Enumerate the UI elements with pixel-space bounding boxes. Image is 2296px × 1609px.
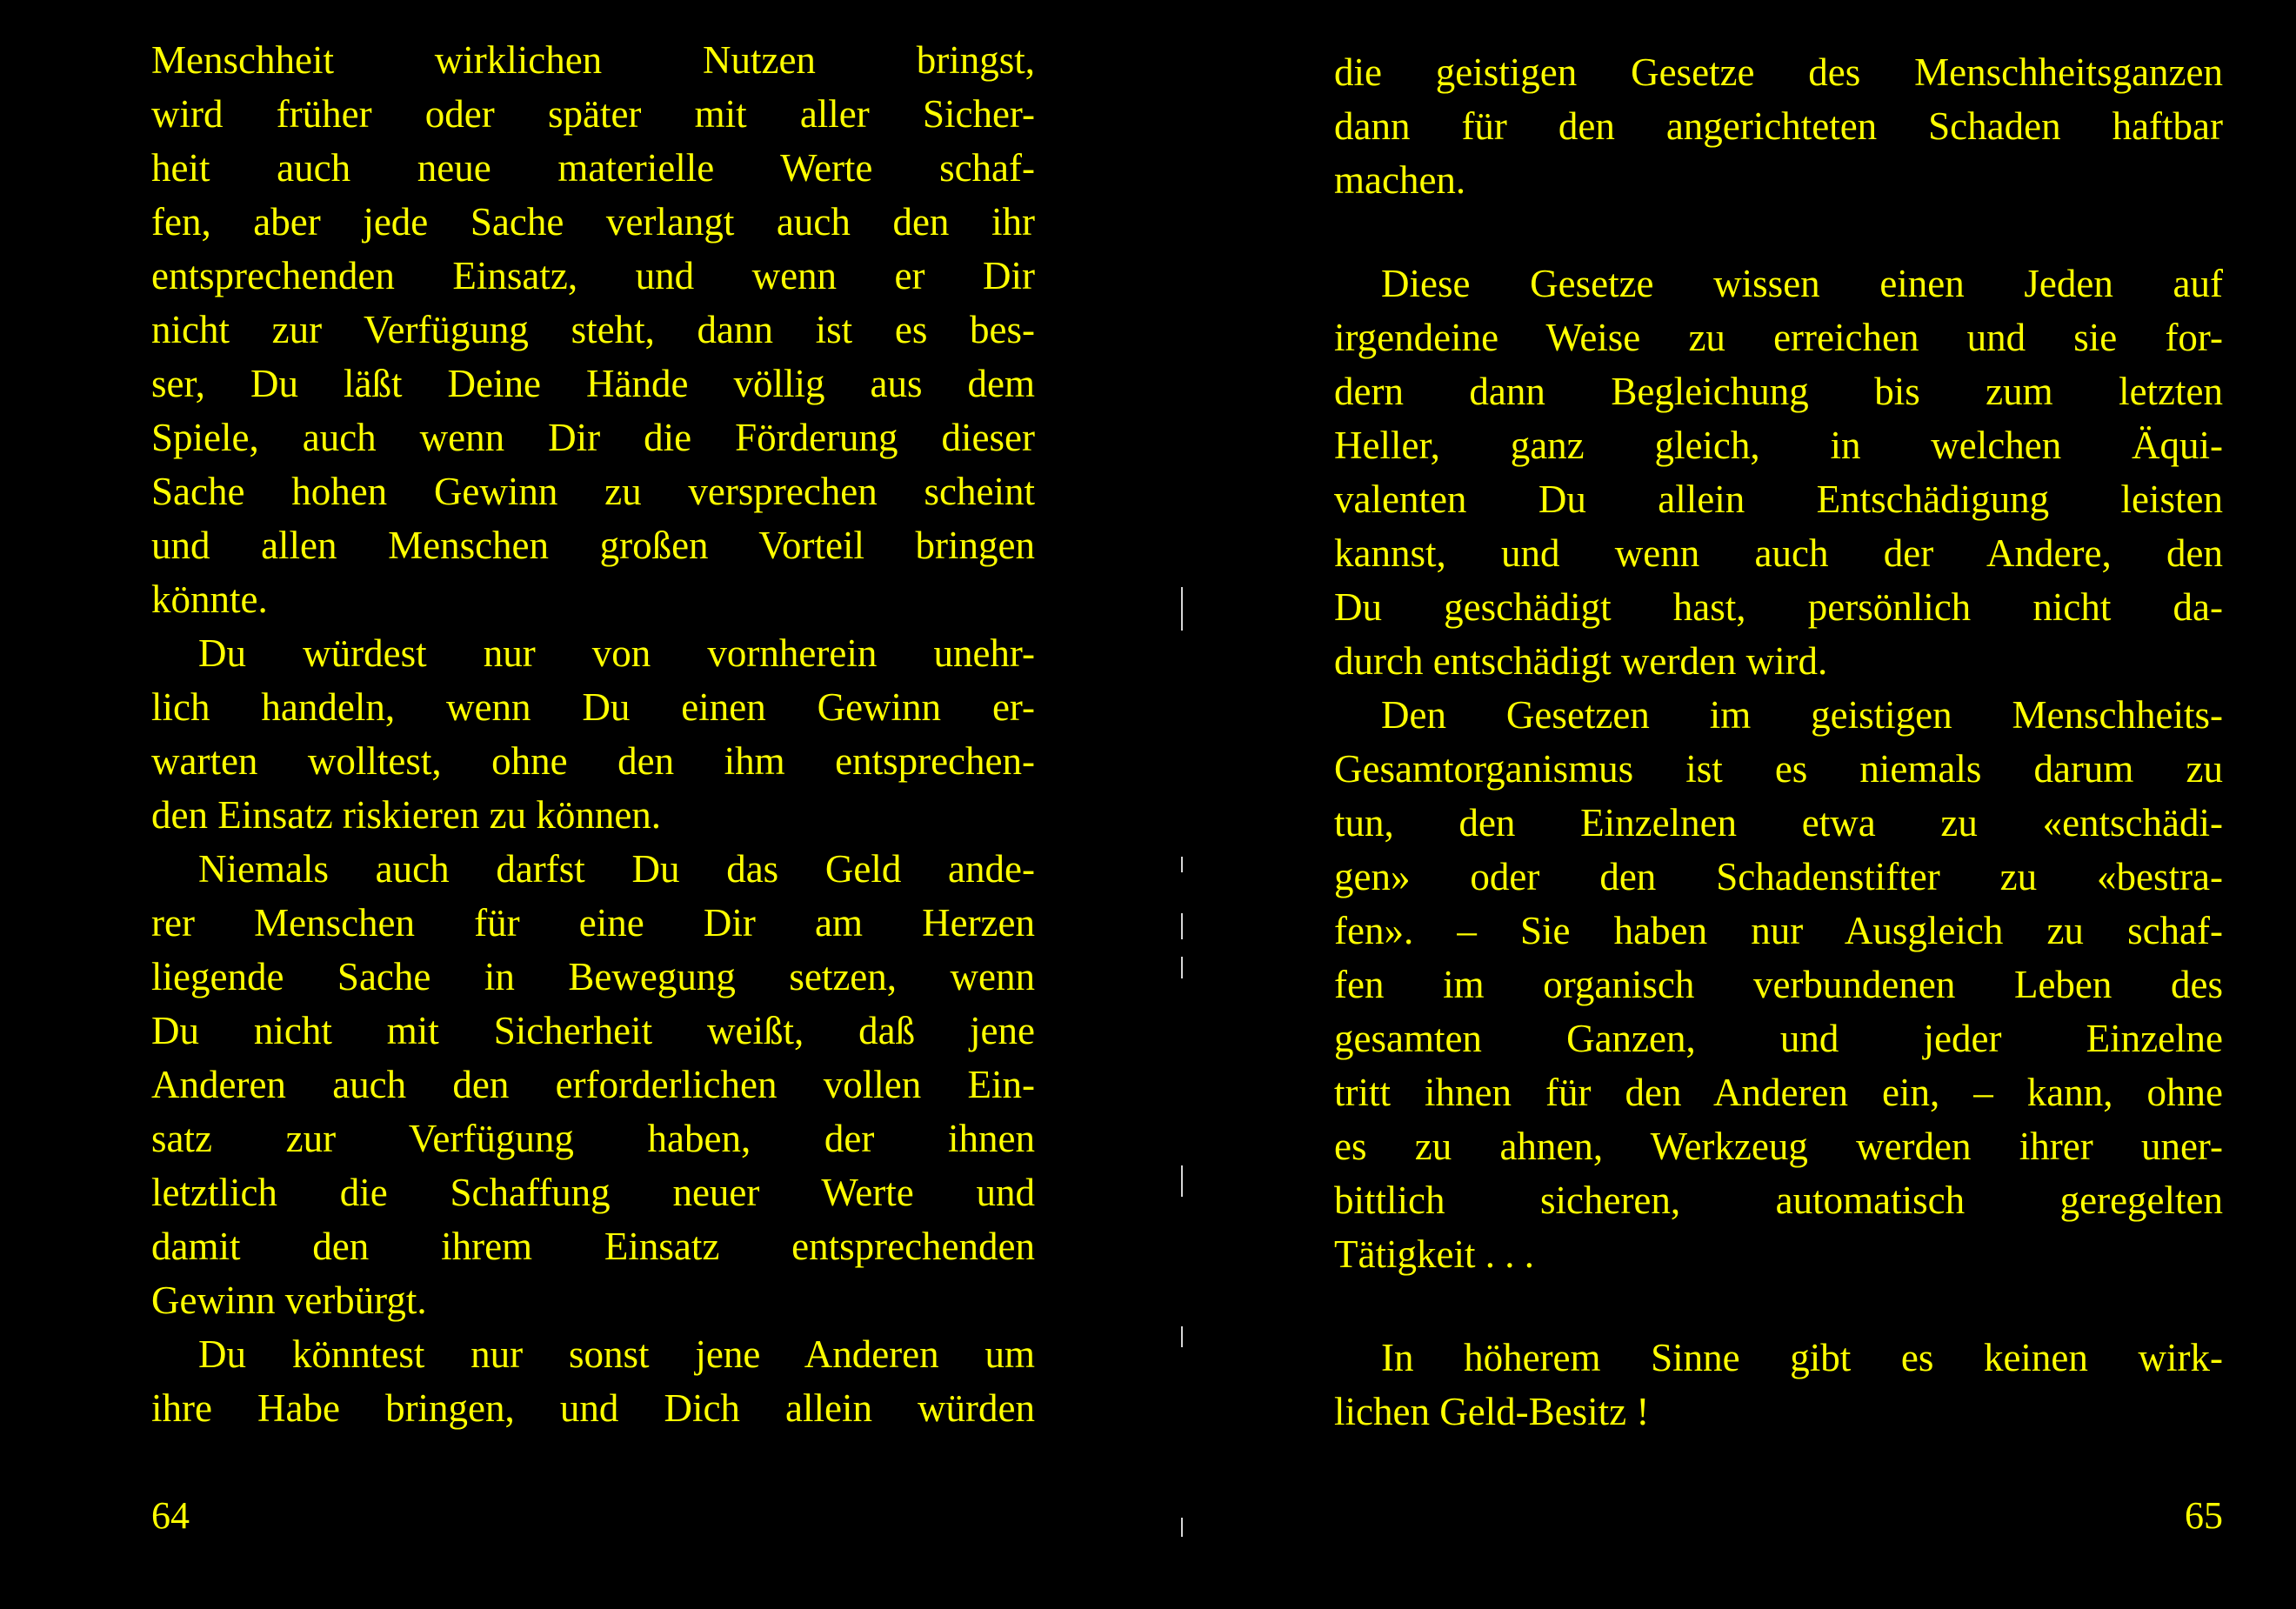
- text-line: warten wolltest, ohne den ihm entsprechen-: [151, 739, 1035, 783]
- text-line: den Einsatz riskieren zu können.: [151, 793, 662, 837]
- text-line: durch entschädigt werden wird.: [1334, 639, 1828, 683]
- text-line: gesamten Ganzen, und jeder Einzelne: [1334, 1017, 2223, 1060]
- text-line: gen» oder den Schadenstifter zu «bestra-: [1334, 855, 2223, 898]
- text-line: fen». – Sie haben nur Ausgleich zu schaf-: [1334, 909, 2223, 952]
- paragraph-gap: [1334, 207, 2223, 257]
- page-number-left: 64: [151, 1494, 190, 1537]
- text-line: satz zur Verfügung haben, der ihnen: [151, 1117, 1035, 1160]
- left-page-text: [151, 33, 1035, 1435]
- text-line: rer Menschen für eine Dir am Herzen: [151, 901, 1035, 945]
- text-line: Spiele, auch wenn Dir die Förderung dieser: [151, 416, 1035, 459]
- text-line: liegende Sache in Bewegung setzen, wenn: [151, 955, 1035, 998]
- text-line: bittlich sicheren, automatisch geregelten: [1334, 1178, 2223, 1222]
- text-line: Gewinn verbürgt.: [151, 1279, 427, 1322]
- text-line: ser, Du läßt Deine Hände völlig aus dem: [151, 362, 1035, 405]
- paragraph-start-line: Du könntest nur sonst jene Anderen um: [198, 1332, 1035, 1376]
- text-line: wird früher oder später mit aller Sicher-: [151, 92, 1035, 136]
- paragraph-start-line: In höherem Sinne gibt es keinen wirk-: [1381, 1336, 2223, 1379]
- text-line: nicht zur Verfügung steht, dann ist es bes-: [151, 308, 1035, 351]
- text-line: heit auch neue materielle Werte schaf-: [151, 146, 1035, 190]
- text-line: Sache hohen Gewinn zu versprechen scheint: [151, 470, 1035, 513]
- text-line: tritt ihnen für den Anderen ein, – kann, ohne: [1334, 1071, 2223, 1114]
- paragraph-start-line: Diese Gesetze wissen einen Jeden auf: [1381, 262, 2223, 305]
- text-line: valenten Du allein Entschädigung leisten: [1334, 477, 2223, 521]
- text-line: Gesamtorganismus ist es niemals darum zu: [1334, 747, 2223, 791]
- text-line: und allen Menschen großen Vorteil bringen: [151, 524, 1035, 567]
- page-number-right: 65: [2185, 1494, 2223, 1537]
- text-line: dann für den angerichteten Schaden haftbar: [1334, 104, 2223, 148]
- text-line: damit den ihrem Einsatz entsprechenden: [151, 1225, 1035, 1268]
- text-line: lich handeln, wenn Du einen Gewinn er-: [151, 685, 1035, 729]
- text-line: Tätigkeit . . .: [1334, 1232, 1534, 1276]
- text-line: lichen Geld-Besitz !: [1334, 1390, 1650, 1433]
- text-line: Du geschädigt hast, persönlich nicht da-: [1334, 585, 2223, 629]
- text-line: kannst, und wenn auch der Andere, den: [1334, 531, 2223, 575]
- text-line: tun, den Einzelnen etwa zu «entschädi-: [1334, 801, 2223, 845]
- text-line: Heller, ganz gleich, in welchen Äqui-: [1334, 424, 2223, 467]
- text-line: Menschheit wirklichen Nutzen bringst,: [151, 38, 1035, 82]
- paragraph-start-line: Den Gesetzen im geistigen Menschheits-: [1381, 693, 2223, 737]
- text-line: entsprechenden Einsatz, und wenn er Dir: [151, 254, 1035, 297]
- paragraph-start-line: Niemals auch darfst Du das Geld ande-: [198, 847, 1035, 891]
- text-line: letztlich die Schaffung neuer Werte und: [151, 1171, 1035, 1214]
- text-line: fen, aber jede Sache verlangt auch den ihr: [151, 200, 1035, 244]
- text-line: es zu ahnen, Werkzeug werden ihrer uner-: [1334, 1125, 2223, 1168]
- text-line: ihre Habe bringen, und Dich allein würden: [151, 1386, 1035, 1430]
- text-line: irgendeine Weise zu erreichen und sie for-: [1334, 316, 2223, 359]
- text-line: dern dann Begleichung bis zum letzten: [1334, 370, 2223, 413]
- paragraph-start-line: Du würdest nur von vornherein unehr-: [198, 631, 1035, 675]
- text-line: machen.: [1334, 158, 1466, 202]
- right-page-text: [1334, 45, 2223, 1439]
- text-line: die geistigen Gesetze des Menschheitsganzen: [1334, 50, 2223, 94]
- text-line: fen im organisch verbundenen Leben des: [1334, 963, 2223, 1006]
- text-line: Du nicht mit Sicherheit weißt, daß jene: [151, 1009, 1035, 1052]
- paragraph-gap: [1334, 1281, 2223, 1331]
- text-line: Anderen auch den erforderlichen vollen Ein-: [151, 1063, 1035, 1106]
- text-line: könnte.: [151, 578, 268, 621]
- right-page: [1148, 0, 2296, 1609]
